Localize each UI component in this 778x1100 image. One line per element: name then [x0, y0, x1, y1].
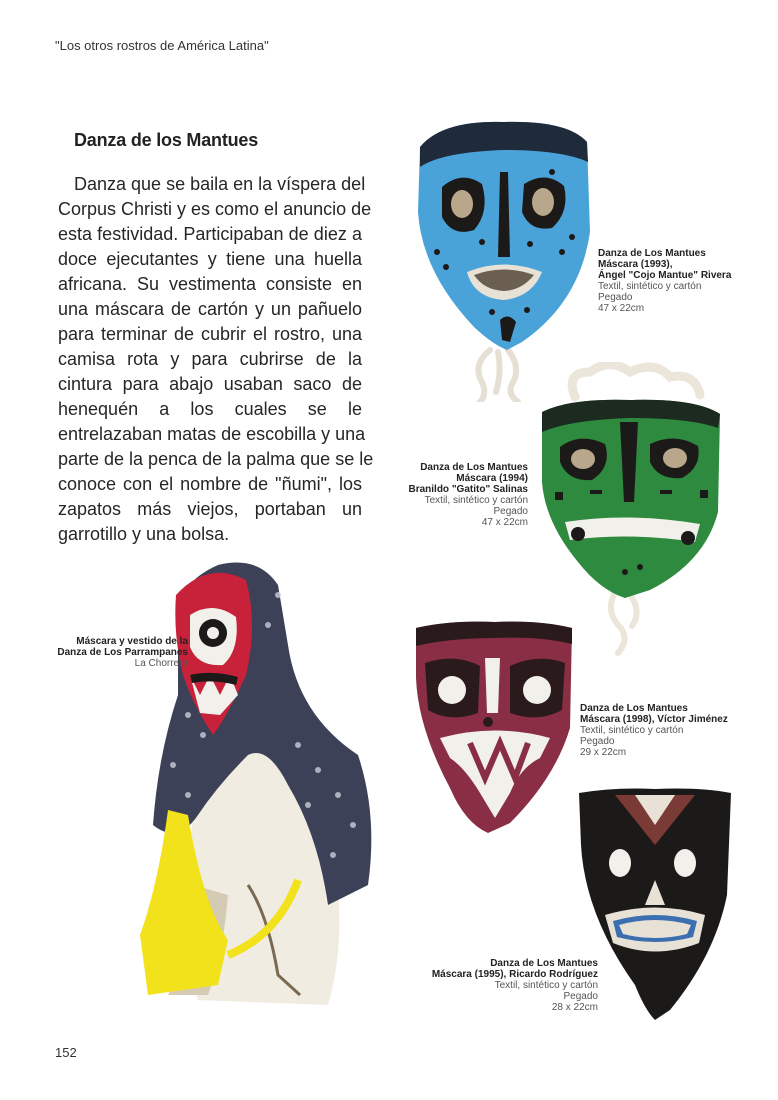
costume-photo: [128, 555, 388, 1015]
caption-costume: [57, 636, 188, 669]
caption-size: 28 x 22cm: [551, 1002, 598, 1013]
caption-title: Danza de Los Mantues: [598, 248, 706, 259]
caption-line: Máscara (1993),: [598, 259, 673, 270]
body-line: Corpus Christi y es como el anuncio de: [58, 199, 372, 219]
green-mask-photo: [530, 362, 730, 662]
caption-size: 29 x 22cm: [580, 747, 627, 758]
body-line: conoce con el nombre de "ñumi", los: [58, 474, 362, 494]
black-mask-photo: [575, 785, 735, 1025]
caption-title: Danza de Los Mantues: [490, 958, 598, 969]
body-line: para terminar de cubrir el rostro, una: [58, 324, 362, 344]
body-line: parte de la penca de la palma que se le: [58, 449, 374, 469]
body-line: camisa rota y para cubrirse de la: [58, 349, 362, 369]
maroon-mask-photo: [410, 618, 580, 838]
caption-line: Danza de Los Parrampanes: [57, 647, 188, 658]
caption-line: Máscara (1995), Ricardo Rodríguez: [431, 969, 598, 980]
caption-author: Branildo "Gatito" Salinas: [408, 484, 528, 495]
page-number: 152: [55, 1045, 77, 1060]
body-line: entrelazaban matas de escobilla y una: [58, 424, 366, 444]
body-line: Danza que se baila en la víspera del: [74, 174, 366, 194]
body-line: zapatos más viejos, portaban un: [58, 499, 362, 519]
caption-material: Textil, sintético y cartón: [424, 495, 528, 506]
caption-mask-1998: [580, 703, 728, 758]
body-paragraph: [58, 172, 374, 547]
caption-mask-1994: [408, 462, 528, 528]
caption-title: Danza de Los Mantues: [420, 462, 528, 473]
blue-mask-photo: [412, 112, 597, 402]
section-title: Danza de los Mantues: [74, 130, 259, 150]
caption-technique: Pegado: [493, 506, 528, 517]
caption-material: Textil, sintético y cartón: [598, 281, 702, 292]
caption-place: La Chorrera: [134, 658, 188, 669]
caption-mask-1995: [432, 958, 598, 1013]
body-line: una máscara de cartón y un pañuelo: [58, 299, 362, 319]
caption-line: Máscara (1994): [456, 473, 528, 484]
body-line: garrotillo y una bolsa.: [58, 524, 230, 544]
body-line: esta festividad. Participaban de diez a: [58, 224, 362, 244]
body-line: doce ejecutantes y tiene una huella: [58, 249, 362, 269]
caption-technique: Pegado: [563, 991, 598, 1002]
caption-line: Máscara (1998), Víctor Jiménez: [580, 714, 728, 725]
caption-material: Textil, sintético y cartón: [494, 980, 598, 991]
caption-technique: Pegado: [580, 736, 615, 747]
caption-title: Danza de Los Mantues: [580, 703, 688, 714]
caption-title: Máscara y vestido de la: [76, 636, 188, 647]
body-line: henequén a los cuales se le: [58, 399, 362, 419]
body-line: africana. Su vestimenta consiste en: [58, 274, 362, 294]
caption-material: Textil, sintético y cartón: [580, 725, 684, 736]
caption-size: 47 x 22cm: [598, 303, 645, 314]
caption-mask-1993: [598, 248, 731, 314]
body-line: cintura para abajo usaban saco de: [58, 374, 362, 394]
caption-technique: Pegado: [598, 292, 633, 303]
caption-size: 47 x 22cm: [481, 517, 528, 528]
caption-author: Ángel "Cojo Mantue" Rivera: [598, 270, 732, 281]
running-head: "Los otros rostros de América Latina": [55, 38, 269, 53]
